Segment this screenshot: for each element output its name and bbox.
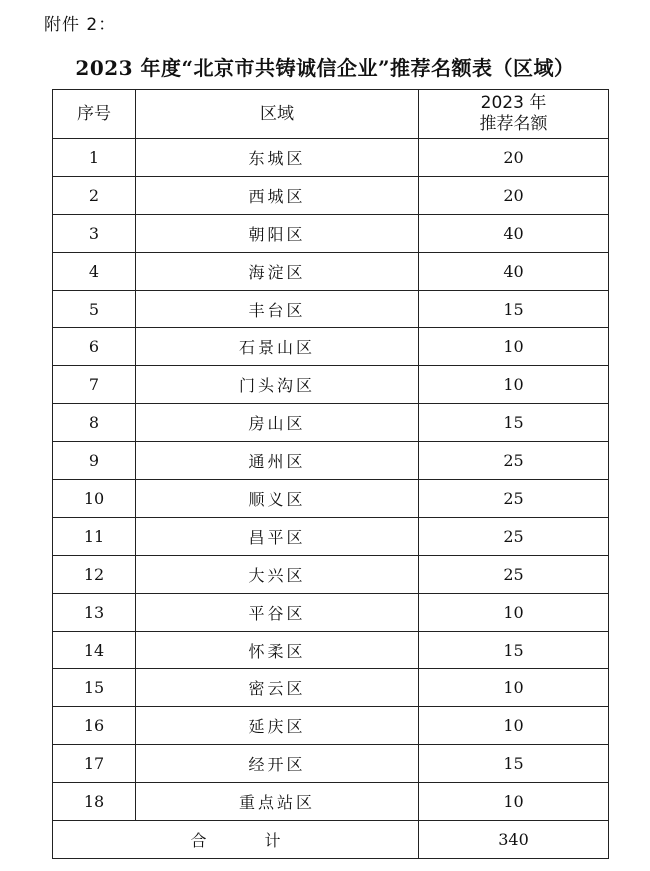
table-row (53, 366, 609, 404)
table-row (53, 480, 609, 518)
table-body (53, 139, 609, 859)
row-index: 13 (53, 593, 136, 631)
table-row (53, 214, 609, 252)
row-index: 12 (53, 555, 136, 593)
row-region: 东城区 (136, 139, 419, 177)
row-index: 5 (53, 290, 136, 328)
table-row (53, 631, 609, 669)
row-index: 2 (53, 176, 136, 214)
row-region: 海淀区 (136, 252, 419, 290)
header-row (53, 90, 609, 139)
row-quota: 10 (419, 783, 609, 821)
header-quota (419, 90, 609, 139)
table-row (53, 328, 609, 366)
row-region: 通州区 (136, 442, 419, 480)
row-index: 18 (53, 783, 136, 821)
row-region: 昌平区 (136, 517, 419, 555)
table-row (53, 669, 609, 707)
row-index: 14 (53, 631, 136, 669)
row-quota: 10 (419, 328, 609, 366)
total-row (53, 821, 609, 859)
table-row (53, 783, 609, 821)
row-index: 3 (53, 214, 136, 252)
row-region: 顺义区 (136, 480, 419, 518)
row-index: 11 (53, 517, 136, 555)
total-quota: 340 (419, 821, 609, 859)
row-quota: 10 (419, 593, 609, 631)
row-region: 重点站区 (136, 783, 419, 821)
row-index: 6 (53, 328, 136, 366)
row-region: 延庆区 (136, 707, 419, 745)
row-quota: 15 (419, 745, 609, 783)
row-index: 15 (53, 669, 136, 707)
row-region: 经开区 (136, 745, 419, 783)
table-row (53, 404, 609, 442)
table-row (53, 252, 609, 290)
row-region: 密云区 (136, 669, 419, 707)
row-quota: 40 (419, 214, 609, 252)
row-index: 4 (53, 252, 136, 290)
table-row (53, 745, 609, 783)
table-row (53, 139, 609, 177)
row-region: 平谷区 (136, 593, 419, 631)
header-index: 序号 (53, 90, 136, 139)
header-quota-line1: 2023 年 (480, 93, 547, 113)
row-region: 丰台区 (136, 290, 419, 328)
total-label-part2: 计 (264, 830, 281, 850)
row-region: 石景山区 (136, 328, 419, 366)
table-row (53, 593, 609, 631)
row-region: 怀柔区 (136, 631, 419, 669)
table-row (53, 707, 609, 745)
row-index: 9 (53, 442, 136, 480)
row-quota: 25 (419, 442, 609, 480)
row-quota: 10 (419, 707, 609, 745)
row-quota: 25 (419, 480, 609, 518)
row-region: 大兴区 (136, 555, 419, 593)
table-row (53, 517, 609, 555)
table-row (53, 555, 609, 593)
row-index: 16 (53, 707, 136, 745)
row-index: 1 (53, 139, 136, 177)
row-index: 8 (53, 404, 136, 442)
row-region: 门头沟区 (136, 366, 419, 404)
row-index: 17 (53, 745, 136, 783)
row-quota: 25 (419, 517, 609, 555)
row-quota: 15 (419, 631, 609, 669)
row-quota: 15 (419, 290, 609, 328)
row-quota: 25 (419, 555, 609, 593)
row-quota: 20 (419, 139, 609, 177)
attachment-label: 附件 2： (44, 15, 117, 35)
table-row (53, 442, 609, 480)
quota-table (52, 89, 609, 859)
header-region: 区域 (136, 90, 419, 139)
table-row (53, 290, 609, 328)
document-title: 2023 年度“北京市共铸诚信企业”推荐名额表（区域） (75, 56, 575, 80)
row-index: 7 (53, 366, 136, 404)
total-label-part1: 合 (190, 830, 207, 850)
row-quota: 10 (419, 669, 609, 707)
row-index: 10 (53, 480, 136, 518)
header-quota-line2: 推荐名额 (479, 114, 548, 134)
row-quota: 10 (419, 366, 609, 404)
row-region: 朝阳区 (136, 214, 419, 252)
row-quota: 40 (419, 252, 609, 290)
row-quota: 20 (419, 176, 609, 214)
total-label (53, 821, 419, 859)
row-region: 西城区 (136, 176, 419, 214)
row-region: 房山区 (136, 404, 419, 442)
table-row (53, 176, 609, 214)
row-quota: 15 (419, 404, 609, 442)
